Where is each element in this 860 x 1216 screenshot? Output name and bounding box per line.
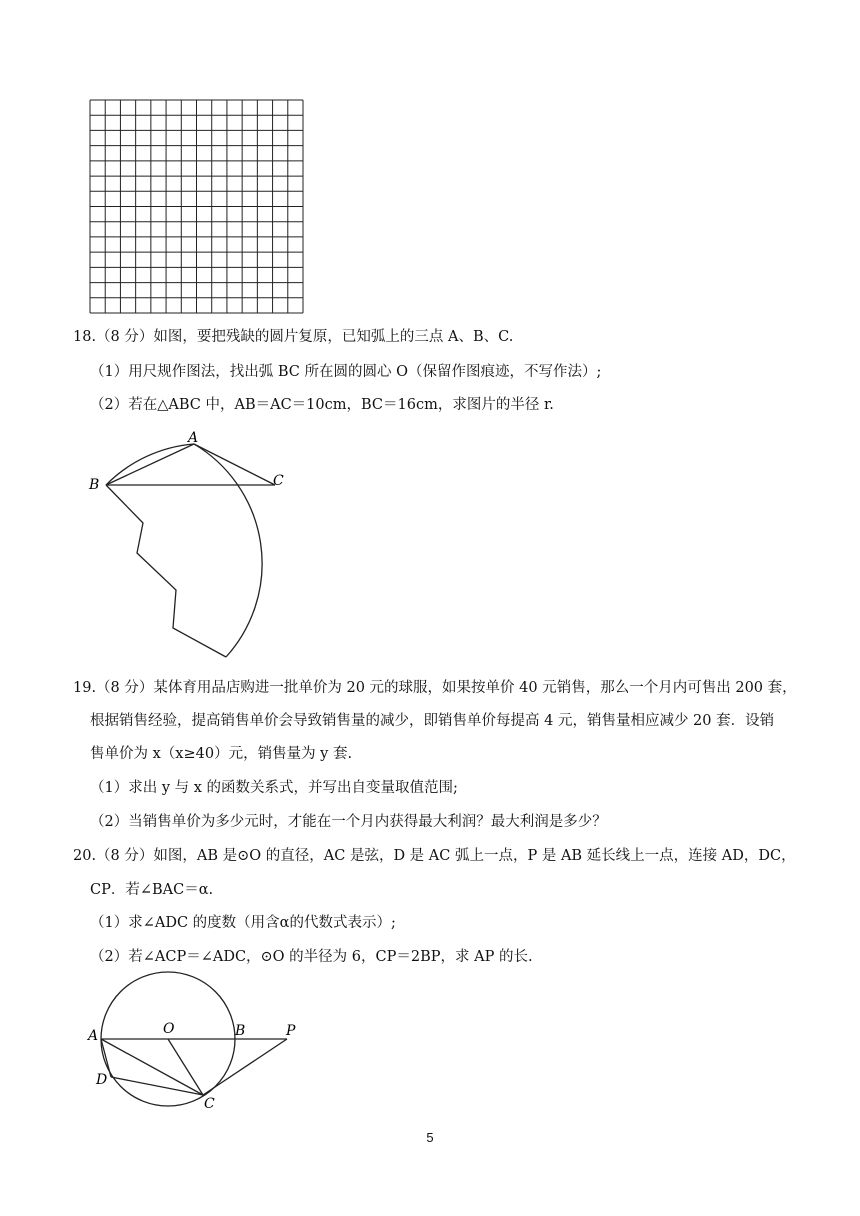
q20-label-b: B [235,1023,246,1039]
q20-part1: （1）求∠ADC 的度数（用含α的代数式表示）; [90,915,396,931]
q19-line2: 根据销售经验，提高销售单价会导致销售量的减少，即销售单价每提高 4 元，销售量相应减少 20 套．设销 [90,713,775,729]
q18-stem: 18.（8 分）如图，要把残缺的圆片复原，已知弧上的三点 A、B、C. [73,329,514,345]
q20-label-p: P [286,1023,296,1039]
page-number: 5 [426,1130,434,1145]
q20-line-dc [111,1077,203,1095]
q20-part2: （2）若∠ACP＝∠ADC，⊙O 的半径为 6，CP＝2BP，求 AP 的长. [90,949,533,965]
q20-label-c: C [204,1096,215,1112]
q18-label-b: B [89,477,100,493]
q19-line1: 19.（8 分）某体育用品店购进一批单价为 20 元的球服，如果按单价 40 元销售，那么一个月内可售出 200 套， [73,680,797,696]
q19-part2: （2）当销售单价为多少元时，才能在一个月内获得最大利润？最大利润是多少？ [90,814,607,830]
q19-part1: （1）求出 y 与 x 的函数关系式，并写出自变量取值范围; [90,780,458,796]
q19-line3: 售单价为 x（x≥40）元，销售量为 y 套. [90,746,353,762]
q18-label-a: A [188,430,199,446]
q20-line-cp [203,1039,287,1095]
q20-line-ac [101,1039,203,1095]
q20-label-o: O [163,1021,175,1037]
q20-label-a: A [88,1028,99,1044]
q20-line1: 20.（8 分）如图，AB 是⊙O 的直径，AC 是弦，D 是 AC 弧上一点，P 是 AB 延长线上一点，连接 AD，DC， [73,848,796,864]
q18-label-c: C [273,473,284,489]
q20-line-oc [168,1039,203,1095]
q20-line2: CP．若∠BAC＝α. [90,882,214,898]
q18-part2: （2）若在△ABC 中，AB＝AC＝10cm，BC＝16cm，求图片的半径 r. [90,397,554,413]
q20-label-d: D [96,1072,108,1088]
q18-part1: （1）用尺规作图法，找出弧 BC 所在圆的圆心 O（保留作图痕迹，不写作法）; [90,364,602,380]
